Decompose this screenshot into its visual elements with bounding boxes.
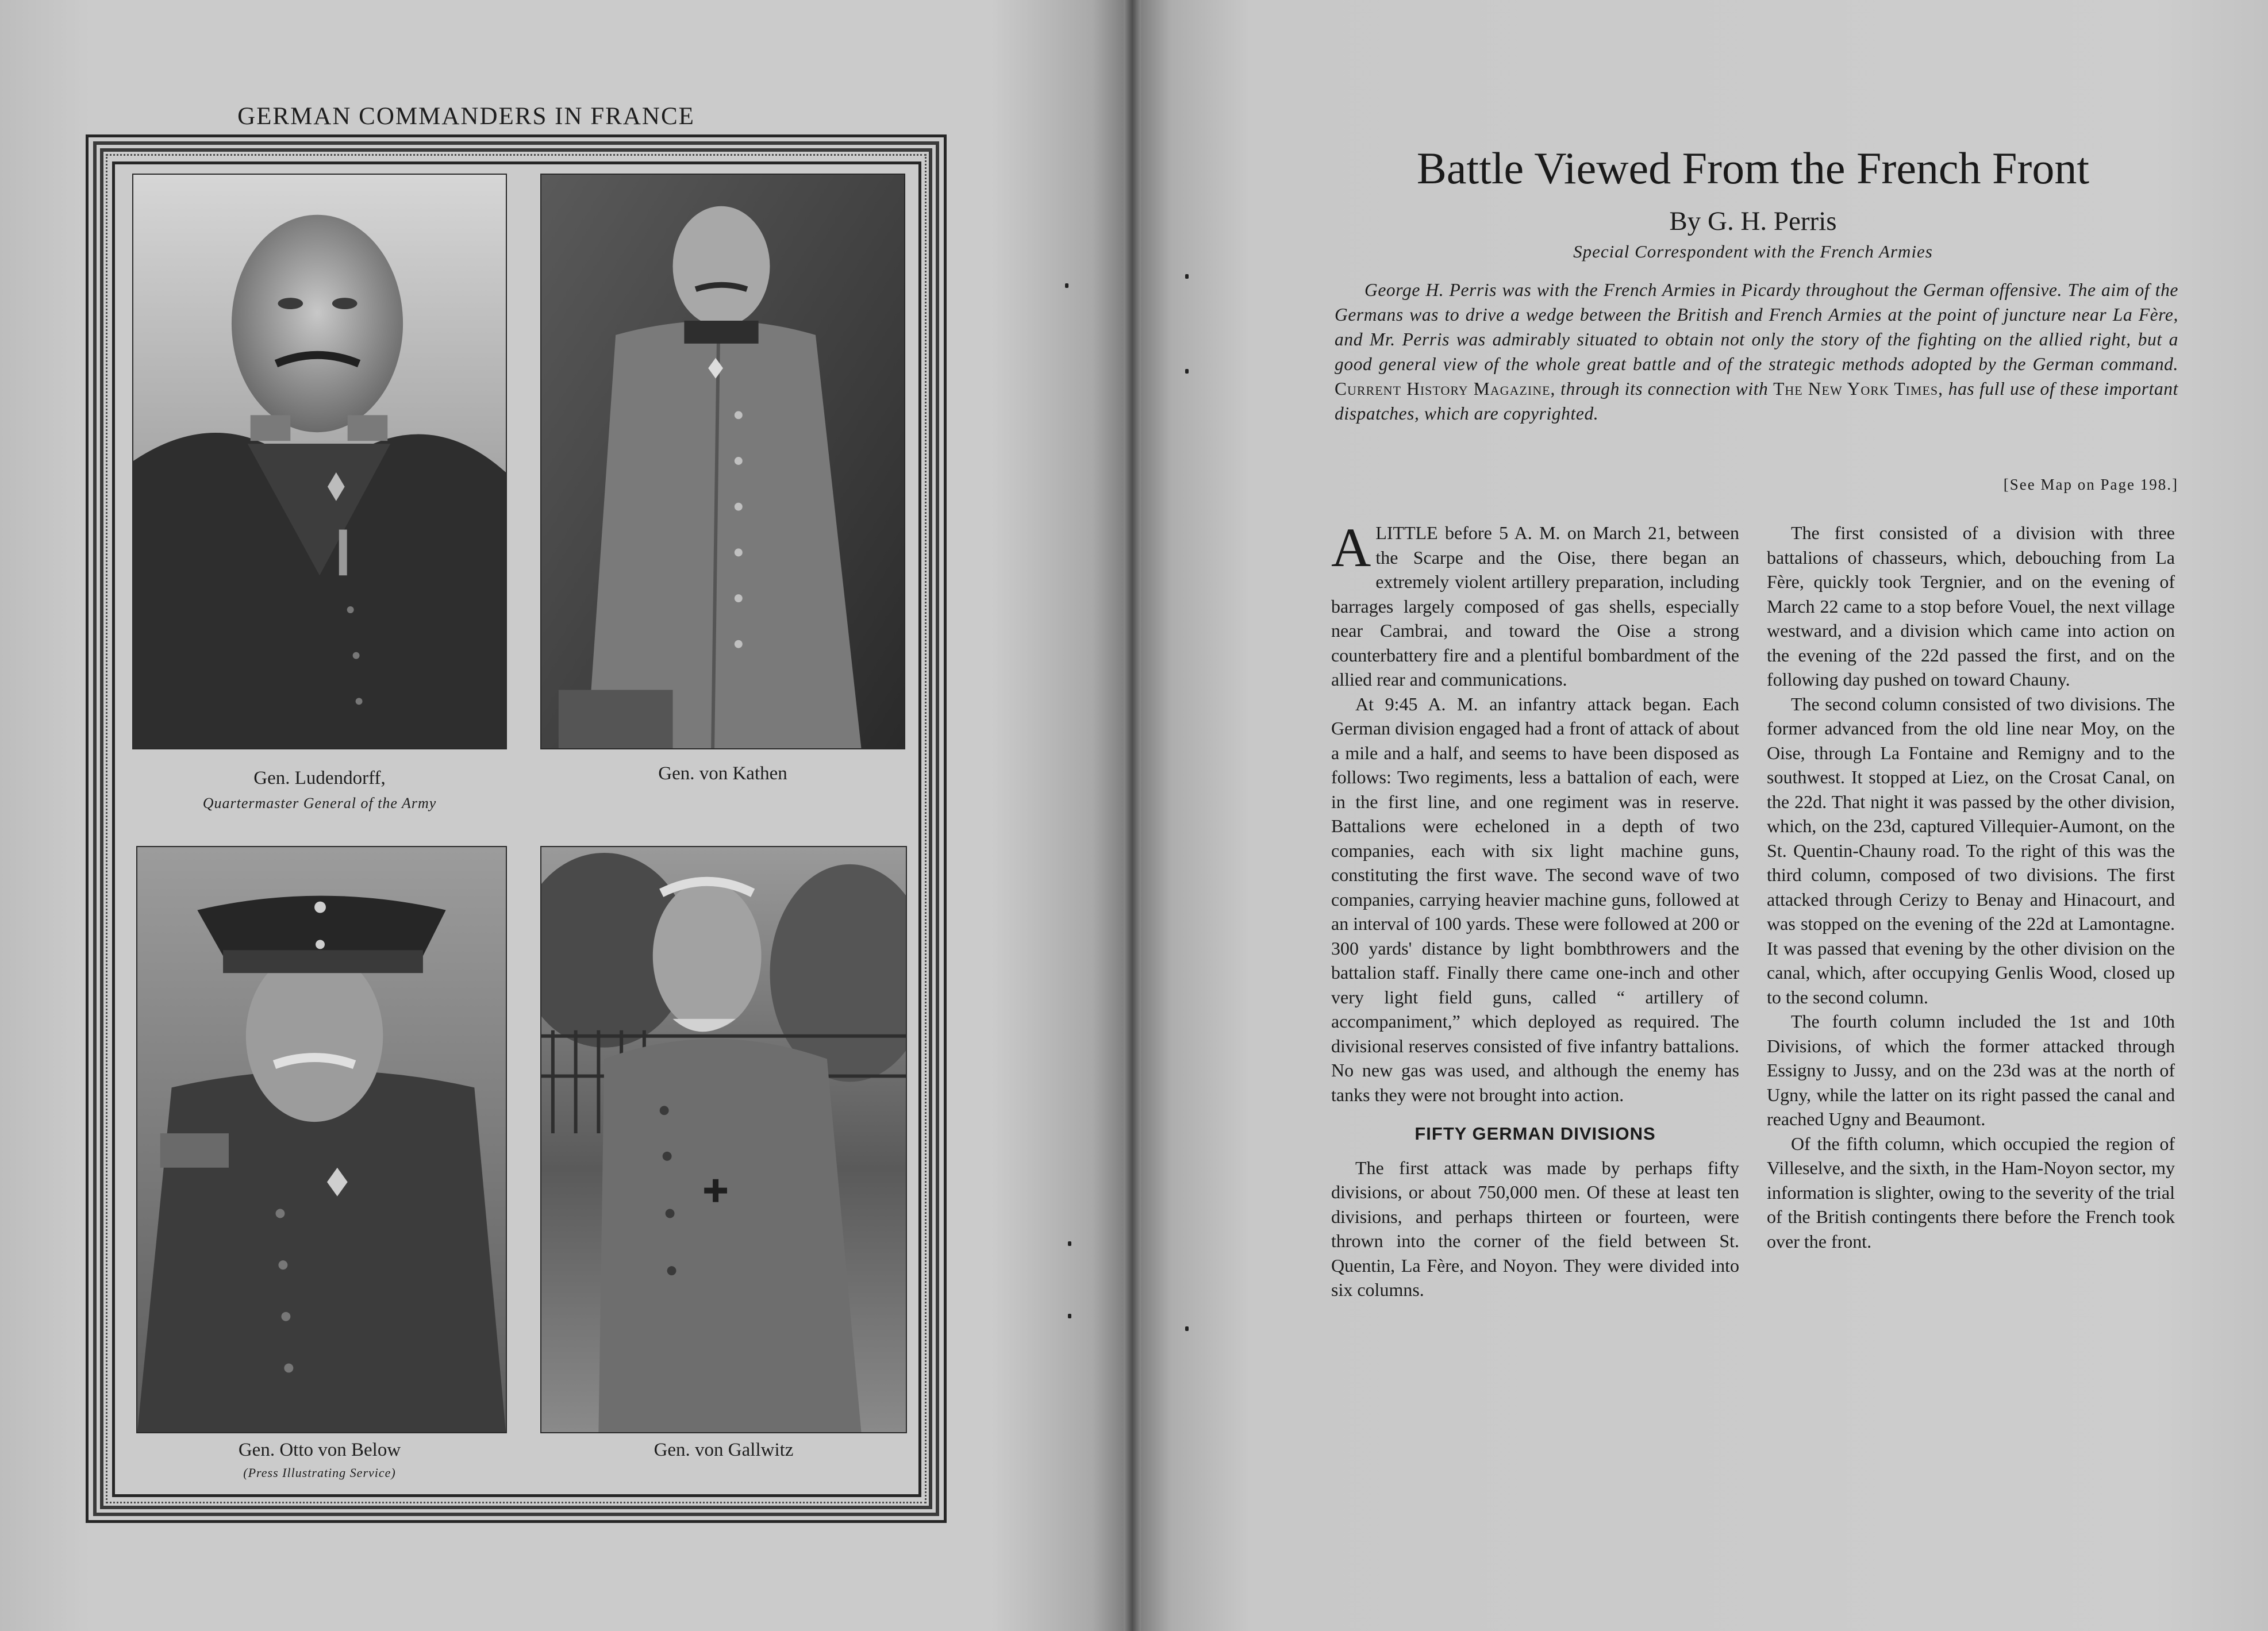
caption-ludendorff [126, 768, 513, 812]
caption-von-gallwitz [540, 1440, 907, 1461]
caption-otto-von-below [126, 1440, 513, 1480]
portrait-von-kathen [540, 174, 905, 749]
newspaper-name: The New York Times, [1773, 379, 1944, 399]
paragraph: At 9:45 A. M. an infantry attack began. Each German division engaged had a front of attack of about a mile and a half, and seems to have been disposed as follows: Two regiments, less a battalion of each, were in the first line, and one regiment was in reserve. Battalions were echeloned in a depth of two companies, each with six light machine guns, constituting the first wave. The second wave of two companies, carrying heavier machine guns, followed at an interval of 100 yards. These were followed at 200 or 300 yards' distance by light bombthrowers and the battalion staff. Finally there came one-inch and other very light field guns, called “ artillery of accompaniment,” which deployed as required. The divisional reserves consisted of five infantry battalions. No new gas was used, and although the enemy has tanks they were not brought into action. [1331, 693, 1739, 1105]
caption-name: Gen. Ludendorff, [253, 768, 386, 788]
section-subhead: FIFTY GERMAN DIVISIONS [1414, 1124, 1656, 1144]
caption-von-kathen [540, 763, 905, 784]
portrait-von-gallwitz [540, 846, 907, 1433]
print-mark [1185, 274, 1189, 279]
plate-heading: GERMAN COMMANDERS IN FRANCE [237, 103, 695, 130]
article-title: Battle Viewed From the French Front [1416, 143, 2090, 193]
caption-name: Gen. Otto von Below [238, 1440, 401, 1460]
caption-name: Gen. von Gallwitz [654, 1440, 794, 1460]
book-spine [1124, 0, 1141, 1631]
caption-name: Gen. von Kathen [658, 763, 787, 784]
print-mark [1185, 369, 1189, 374]
article-byline: By G. H. Perris [1669, 206, 1837, 236]
portrait-otto-von-below [136, 846, 507, 1433]
paragraph: The fourth column included the 1st and 10th Divisions, of which the former attacked through Essigny to Jussy, and on the 23d was at the north of Ugny, while the latter on its right passed the canal and reached Ugny and Beaumont. [1767, 1011, 2175, 1129]
drop-cap: A [1331, 517, 1371, 578]
paragraph-text: LITTLE before 5 A. M. on March 21, between the Scarpe and the Oise, there began an extremely violent artillery preparation, including barrages largely composed of gas shells, especially near Cambrai, and toward the Oise a strong counterbattery fire and a plentiful bombardment of the allied rear and communications. [1331, 522, 1739, 690]
caption-credit: (Press Illustrating Service) [243, 1465, 396, 1480]
caption-subtitle: Quartermaster General of the Army [202, 795, 437, 811]
correspondent-line: Special Correspondent with the French Armies [1573, 241, 1933, 261]
print-mark [1065, 283, 1068, 288]
article-column-right [1767, 521, 2175, 1253]
intro-text: has full use of these important dispatches, which are copyrighted. [1335, 379, 2179, 424]
paragraph: The first consisted of a division with three battalions of chasseurs, which, debouching from La Fère, quickly took Tergnier, and on the evening of March 22 came to a stop before Vouel, the next village westward, and a division which came into action on the evening of the 22d passed the first, and on the following day pushed on toward Chauny. [1767, 522, 2175, 690]
intro-text: through its connection with [1560, 379, 1769, 399]
print-mark [1068, 1314, 1071, 1318]
map-reference: [See Map on Page 198.] [2003, 476, 2178, 493]
paragraph: The first attack was made by perhaps fifty divisions, or about 750,000 men. Of these at least ten divisions, and perhaps thirteen or fourteen, were thrown into the corner of the field between St. Quentin, La Fère, and Noyon. They were divided into six columns. [1331, 1157, 1739, 1300]
paragraph: Of the fifth column, which occupied the region of Villeselve, and the sixth, in the Ham-Noyon sector, my information is slighter, owing to the severity of the trial of the British contingents there before the French took over the front. [1767, 1133, 2175, 1252]
paragraph [1331, 517, 1739, 692]
article-intro [1335, 278, 2178, 426]
portrait-ludendorff [132, 174, 507, 749]
print-mark [1068, 1241, 1071, 1246]
print-mark [1185, 1326, 1189, 1331]
paragraph: The second column consisted of two divisions. The former advanced from the old line near Moy, on the Oise, through La Fontaine and Remigny and to the southwest. It stopped at Liez, on the Crosat Canal, on the 22d. That night it was passed by the other division, which, on the 23d, captured Villequier-Aumont, on the St. Quentin-Chauny road. To the right of this was the third column, composed of two divisions. The first attacked through Cerizy to Benay and Hinacourt, and was stopped on the evening of the 22d at Lamontagne. It was passed that evening by the other division on the canal, which, after occupying Genlis Wood, closed up to the second column. [1767, 693, 2175, 1007]
intro-text: George H. Perris was with the French Armies in Picardy throughout the German offensive. The aim of the Germans was to drive a wedge between the British and French Armies at the point of juncture near La Fère, and Mr. Perris was admirably situated to obtain not only the story of the fighting on the allied right, but a good general view of the whole great battle and of the strategic methods adopted by the German command. [1335, 280, 2178, 374]
article-column-left [1331, 517, 1739, 1302]
magazine-name: Current History Magazine, [1335, 379, 1556, 399]
